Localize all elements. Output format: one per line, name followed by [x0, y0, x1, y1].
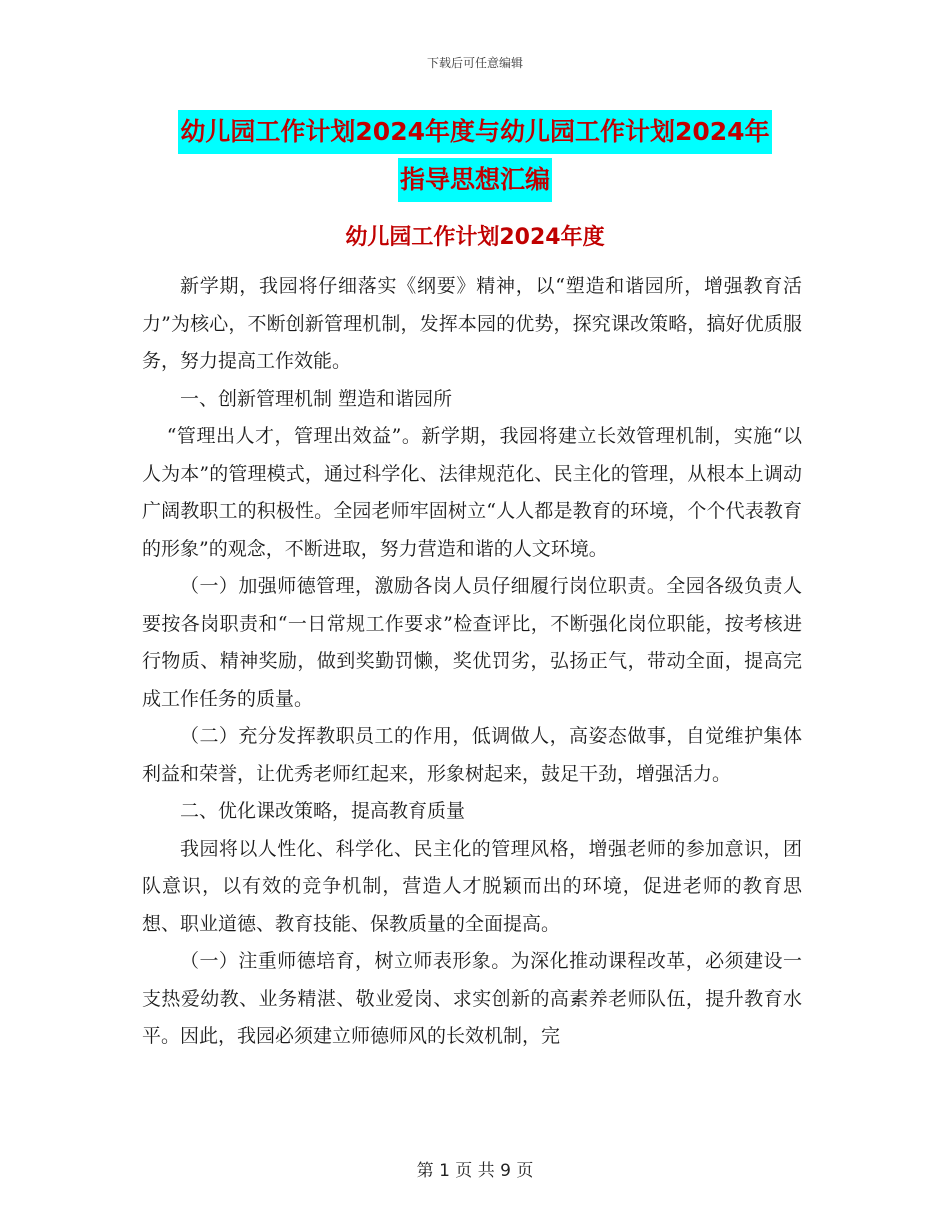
- page-number-footer: 第 1 页 共 9 页: [416, 1161, 534, 1181]
- document-body: [142, 268, 802, 1056]
- paragraph: （一）加强师德管理，激励各岗人员仔细履行岗位职责。全园各级负责人要按各岗职责和“一日常规工作要求”检查评比，不断强化岗位职能，按考核进行物质、精神奖励，做到奖勤罚懒，奖优罚劣，弘扬正气，带动全面，提高完成工作任务的质量。: [142, 575, 802, 710]
- paragraph: （二）充分发挥教职员工的作用，低调做人，高姿态做事，自觉维护集体利益和荣誉，让优秀老师红起来，形象树起来，鼓足干劲，增强活力。: [142, 725, 802, 785]
- paragraph: 新学期，我园将仔细落实《纲要》精神，以“塑造和谐园所，增强教育活力”为核心，不断创新管理机制，发挥本园的优势，探究课改策略，搞好优质服务，努力提高工作效能。: [142, 275, 802, 372]
- title-line-2: 指导思想汇编: [398, 158, 552, 202]
- paragraph: 我园将以人性化、科学化、民主化的管理风格，增强老师的参加意识，团队意识，以有效的竞争机制，营造人才脱颖而出的环境，促进老师的教育思想、职业道德、教育技能、保教质量的全面提高。: [142, 837, 802, 935]
- document-title: [150, 110, 800, 202]
- page-header: 下载后可任意编辑: [426, 56, 523, 70]
- title-line-1: 幼儿园工作计划2024年度与幼儿园工作计划2024年: [178, 110, 771, 154]
- heading-2: 二、优化课改策略，提高教育质量: [180, 800, 466, 822]
- paragraph: “管理出人才，管理出效益”。新学期，我园将建立长效管理机制，实施“以人为本”的管理模式，通过科学化、法律规范化、民主化的管理，从根本上调动广阔教职工的积极性。全园老师牢固树立“人人都是教育的环境，个个代表教育的形象”的观念，不断进取，努力营造和谐的人文环境。: [142, 425, 802, 560]
- paragraph: （一）注重师德培育，树立师表形象。为深化推动课程改革，必须建设一支热爱幼教、业务精湛、敬业爱岗、求实创新的高素养老师队伍，提升教育水平。因此，我园必须建立师德师风的长效机制，完: [142, 950, 802, 1047]
- heading-1: 一、创新管理机制 塑造和谐园所: [180, 387, 453, 410]
- section-title: 幼儿园工作计划2024年度: [345, 225, 605, 250]
